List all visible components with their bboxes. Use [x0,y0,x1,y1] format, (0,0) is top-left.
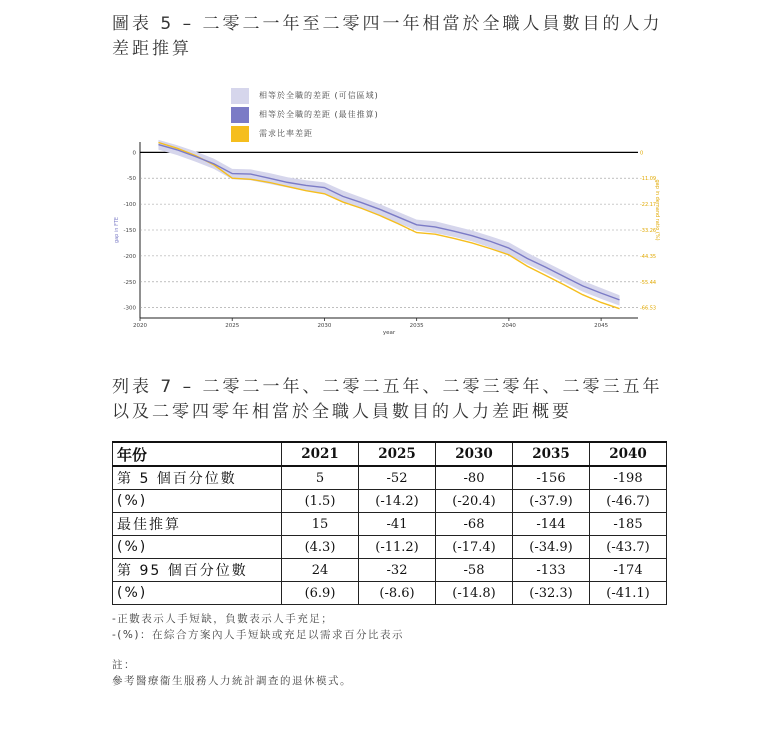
table-header-row [113,442,667,466]
table-cell: (-32.3) [513,582,590,605]
table-cell: (-37.9) [513,490,590,513]
y-tick-label: 0 [132,150,136,157]
table-cell: -156 [513,466,590,490]
row-label: (%) [113,490,282,513]
table-row [113,559,667,582]
table-title: 列表 7 – 二零二一年、二零二五年、二零三零年、二零三五年以及二零四零年相當於全職人員數目的人力差距概要 [112,377,663,422]
note-positive-negative: -正數表示人手短缺，負數表示人手充足； [112,613,334,625]
table-cell: 5 [282,466,359,490]
y2-tick-label: -44.35 [640,253,657,260]
x-tick-label: 2025 [225,323,240,329]
legend-label-confidence: 相等於全職的差距 (可信區域) [259,91,379,100]
table-cell: (-17.4) [436,536,513,559]
table-cell: -58 [436,559,513,582]
y2-tick-label: -55.44 [640,279,657,286]
legend-swatch-confidence [231,88,249,104]
legend-swatch-best-estimate [231,107,249,123]
legend-item-confidence [231,86,379,105]
table-cell: (-20.4) [436,490,513,513]
x-tick-label: 2020 [133,323,147,329]
y-axis-label: gap in FTE [114,216,120,244]
table-cell: -80 [436,466,513,490]
figure-title: 圖表 5 – 二零二一年至二零四一年相當於全職人員數目的人力差距推算 [112,14,663,59]
table-row [113,490,667,513]
note-percentage: -(%)：在綜合方案內人手短缺或充足以需求百分比表示 [112,629,404,641]
row-label: 第 95 個百分位數 [113,559,282,582]
header-year: 年份 [113,442,282,466]
header-2040: 2040 [590,442,667,466]
table-cell: (1.5) [282,490,359,513]
remark-text: 參考醫療衞生服務人力統計調查的退休模式。 [112,675,352,687]
y2-axis-label: gap in demand ratio (%) [654,179,660,241]
table-cell: (-41.1) [590,582,667,605]
table-cell: (-11.2) [359,536,436,559]
table-cell: 24 [282,559,359,582]
remark-label: 註： [112,659,136,671]
legend-label-best-estimate: 相等於全職的差距 (最佳推算) [259,110,379,119]
table-cell: (-14.8) [436,582,513,605]
table-cell: (4.3) [282,536,359,559]
header-2030: 2030 [436,442,513,466]
y2-tick-label: -11.09 [640,176,657,183]
x-tick-label: 2030 [317,323,332,329]
table-cell: (-34.9) [513,536,590,559]
y-tick-label: -300 [123,305,136,312]
table-row [113,536,667,559]
table-cell: 15 [282,513,359,536]
row-label: (%) [113,582,282,605]
gap-summary-table [112,441,667,605]
table-cell: -68 [436,513,513,536]
row-label: (%) [113,536,282,559]
table-cell: -198 [590,466,667,490]
table-cell: -32 [359,559,436,582]
table-cell: (-8.6) [359,582,436,605]
table-cell: -144 [513,513,590,536]
y2-tick-label: 0 [640,150,644,157]
table-cell: (-43.7) [590,536,667,559]
y2-tick-label: -33.26 [640,228,657,234]
x-axis-label: year [382,330,396,336]
header-2035: 2035 [513,442,590,466]
confidence-band [158,140,619,306]
remark [112,657,352,689]
y2-tick-label: -22.17 [640,202,657,209]
y2-tick-label: -66.53 [640,305,657,312]
header-2025: 2025 [359,442,436,466]
table-cell: -185 [590,513,667,536]
gap-projection-chart [108,140,660,336]
row-label: 最佳推算 [113,513,282,536]
table-row [113,513,667,536]
x-tick-label: 2035 [409,323,424,329]
table-cell: -133 [513,559,590,582]
y-tick-label: -150 [123,228,136,234]
y-tick-label: -100 [123,202,136,209]
y-tick-label: -250 [123,279,136,286]
row-label: 第 5 個百分位數 [113,466,282,490]
legend-item-best-estimate [231,105,379,124]
chart-legend [231,86,379,143]
table-cell: (-46.7) [590,490,667,513]
table-cell: -52 [359,466,436,490]
table-row [113,466,667,490]
table-cell: -41 [359,513,436,536]
x-tick-label: 2040 [501,323,516,329]
legend-label-demand-ratio: 需求比率差距 [259,129,313,138]
header-2021: 2021 [282,442,359,466]
table-row [113,582,667,605]
x-tick-label: 2045 [594,323,609,329]
table-cell: (6.9) [282,582,359,605]
table-cell: (-14.2) [359,490,436,513]
table-notes [112,611,404,643]
y-tick-label: -200 [123,253,136,260]
table-cell: -174 [590,559,667,582]
y-tick-label: -50 [127,176,136,183]
